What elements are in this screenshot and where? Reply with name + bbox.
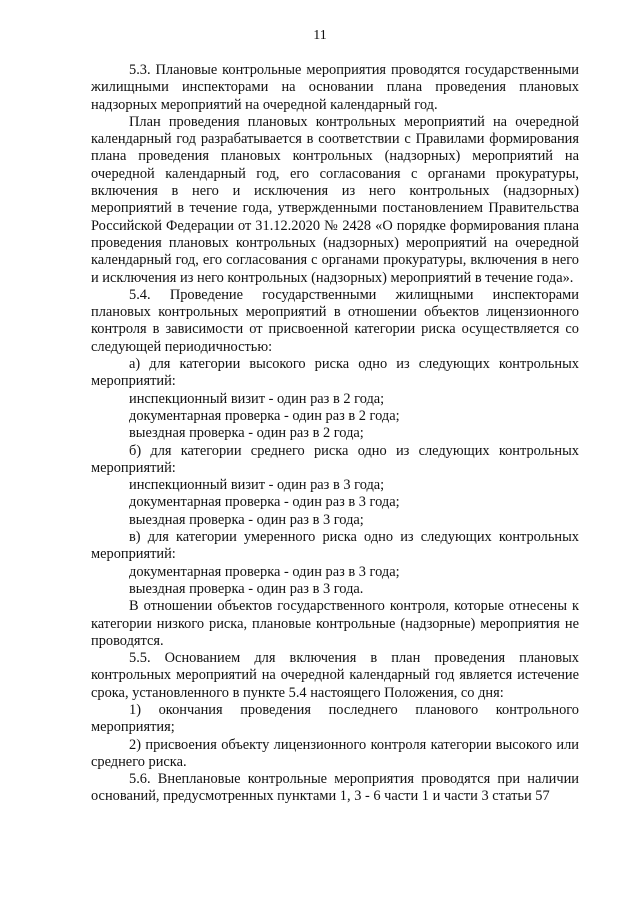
- paragraph: а) для категории высокого риска одно из следующих контрольных мероприятий:: [91, 356, 579, 390]
- list-line: выездная проверка - один раз в 3 года.: [129, 580, 364, 597]
- paragraph: В отношении объектов государственного контроля, которые отнесены к категории низкого риска, плановые контрольные (надзорные) мероприятия не проводятся.: [91, 598, 579, 649]
- document-body: [91, 62, 579, 806]
- list-line: инспекционный визит - один раз в 3 года;: [129, 477, 385, 494]
- paragraph: 5.5. Основанием для включения в план проведения плановых контрольных мероприятий на очередной календарный год является истечение срока, установленного в пункте 5.4 настоящего Положения, со дня:: [91, 650, 579, 701]
- paragraph: 1) окончания проведения последнего планового контрольного мероприятия;: [91, 701, 579, 736]
- paragraph: 2) присвоения объекту лицензионного контроля категории высокого или среднего риска.: [91, 736, 579, 770]
- paragraph: План проведения плановых контрольных мероприятий на очередной календарный год разрабатывается в соответствии с Правилами формирования плана проведения плановых контрольных (надзорных) мероприятий на очередной календарный год, его согласования с органами прокуратуры, включения в него и исключения из него контрольных (надзорных) мероприятий в течение года, утвержденными постановлением Правительства Российской Федерации от 31.12.2020 № 2428 «О порядке формирования плана проведения плановых контрольных (надзорных) мероприятий на очередной календарный год, его согласования с органами прокуратуры, включения в него и исключения из него контрольных (надзорных) мероприятий в течение года».: [91, 113, 579, 286]
- list-line: документарная проверка - один раз в 3 года;: [129, 563, 400, 580]
- paragraph: в) для категории умеренного риска одно из следующих контрольных мероприятий:: [91, 529, 579, 563]
- paragraph: 5.3. Плановые контрольные мероприятия проводятся государственными жилищными инспекторами на основании плана проведения плановых надзорных мероприятий на очередной календарный год.: [91, 62, 579, 113]
- list-line: инспекционный визит - один раз в 2 года;: [129, 390, 385, 407]
- paragraph: 5.6. Внеплановые контрольные мероприятия проводятся при наличии оснований, предусмотренных пунктами 1, 3 - 6 части 1 и части 3 статьи 57: [91, 771, 579, 805]
- list-line: выездная проверка - один раз в 3 года;: [129, 511, 364, 528]
- list-line: документарная проверка - один раз в 2 года;: [129, 407, 400, 424]
- paragraph: 5.4. Проведение государственными жилищными инспекторами плановых контрольных мероприятий в отношении объектов лицензионного контроля в зависимости от присвоенной категории риска осуществляется со следующей периодичностью:: [91, 286, 579, 355]
- list-line: выездная проверка - один раз в 2 года;: [129, 425, 364, 442]
- list-line: документарная проверка - один раз в 3 года;: [129, 494, 400, 511]
- page-number: 11: [313, 28, 327, 43]
- paragraph: б) для категории среднего риска одно из следующих контрольных мероприятий:: [91, 442, 579, 476]
